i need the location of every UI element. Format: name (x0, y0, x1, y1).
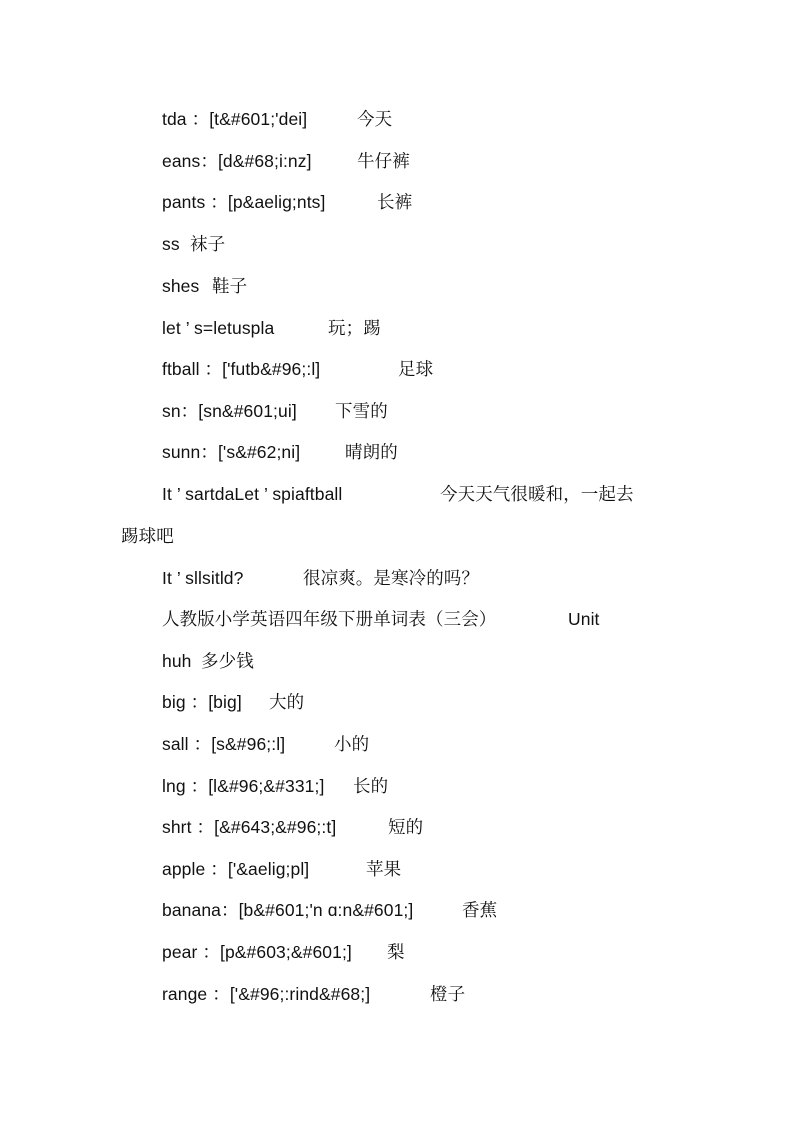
meaning-how-much: 多少钱 (201, 651, 254, 671)
meaning-socks: 袜子 (190, 234, 226, 254)
word-today: tda ：[t&#601;'dei] (162, 109, 308, 129)
word-socks: ss (162, 234, 180, 254)
word-orange: range ：['&#96;:rind&#68;] (162, 984, 371, 1004)
vocab-line-apple (162, 857, 402, 881)
vocab-line-snowy (162, 399, 388, 423)
section-heading-unit: Unit (568, 609, 600, 629)
sentence-cool: It ’ sllsitld? (162, 568, 244, 588)
meaning-lets-play: 玩；踢 (328, 318, 381, 338)
word-long: lng ：[l&#96;&#331;] (162, 776, 325, 796)
section-heading: 人教版小学英语四年级下册单词表（三会） (162, 609, 497, 629)
meaning-apple: 苹果 (366, 859, 402, 879)
meaning-small: 小的 (334, 734, 370, 754)
vocab-line-short (162, 815, 424, 839)
vocab-line-orange (162, 982, 466, 1006)
meaning-jeans: 牛仔裤 (357, 151, 410, 171)
meaning-shoes: 鞋子 (212, 276, 248, 296)
section-heading-line (162, 607, 600, 631)
word-snowy: sn：[sn&#601;ui] (162, 401, 297, 421)
vocab-line-small (162, 732, 370, 756)
word-pants: pants ：[p&aelig;nts] (162, 192, 326, 212)
word-shoes: shes (162, 276, 200, 296)
word-big: big ：[big] (162, 692, 242, 712)
vocab-line-how-much (162, 649, 254, 673)
meaning-banana: 香蕉 (462, 900, 498, 920)
sentence-cool-translation: 很凉爽。是寒冷的吗？ (303, 568, 479, 588)
meaning-big: 大的 (269, 692, 305, 712)
word-football: ftball ：['futb&#96;:l] (162, 359, 321, 379)
vocab-line-sunny (162, 440, 398, 464)
sentence-line-warm (162, 482, 634, 506)
word-short: shrt ：[&#643;&#96;:t] (162, 817, 337, 837)
word-pear: pear ：[p&#603;&#601;] (162, 942, 352, 962)
sentence-warm-translation: 今天天气很暖和，一起去 (440, 484, 634, 504)
word-banana: banana：[b&#601;'n ɑ:n&#601;] (162, 900, 414, 920)
meaning-today: 今天 (357, 109, 393, 129)
vocab-line-jeans (162, 149, 410, 173)
meaning-orange: 橙子 (430, 984, 466, 1004)
word-lets-play: let ’ s=letuspla (162, 318, 275, 338)
word-how-much: huh (162, 651, 192, 671)
sentence-warm: It ’ sartdaLet ’ spiaftball (162, 484, 343, 504)
vocab-line-lets-play (162, 316, 381, 340)
sentence-line-warm-continued (121, 524, 174, 548)
meaning-short: 短的 (388, 817, 424, 837)
vocab-line-big (162, 690, 305, 714)
vocab-line-today (162, 107, 393, 131)
meaning-pants: 长裤 (377, 192, 413, 212)
sentence-warm-continued: 踢球吧 (121, 526, 174, 546)
vocab-line-shoes (162, 274, 248, 298)
meaning-snowy: 下雪的 (335, 401, 388, 421)
sentence-line-cool (162, 566, 479, 590)
meaning-sunny: 晴朗的 (345, 442, 398, 462)
meaning-football: 足球 (398, 359, 434, 379)
vocab-line-football (162, 357, 434, 381)
word-apple: apple ：['&aelig;pl] (162, 859, 310, 879)
vocab-line-socks (162, 232, 226, 256)
meaning-pear: 梨 (387, 942, 405, 962)
vocab-line-pants (162, 190, 413, 214)
word-jeans: eans：[d&#68;i:nz] (162, 151, 312, 171)
vocab-line-pear (162, 940, 405, 964)
meaning-long: 长的 (353, 776, 389, 796)
vocab-line-banana (162, 898, 498, 922)
word-sunny: sunn：['s&#62;ni] (162, 442, 301, 462)
vocab-line-long (162, 774, 389, 798)
word-small: sall ：[s&#96;:l] (162, 734, 286, 754)
